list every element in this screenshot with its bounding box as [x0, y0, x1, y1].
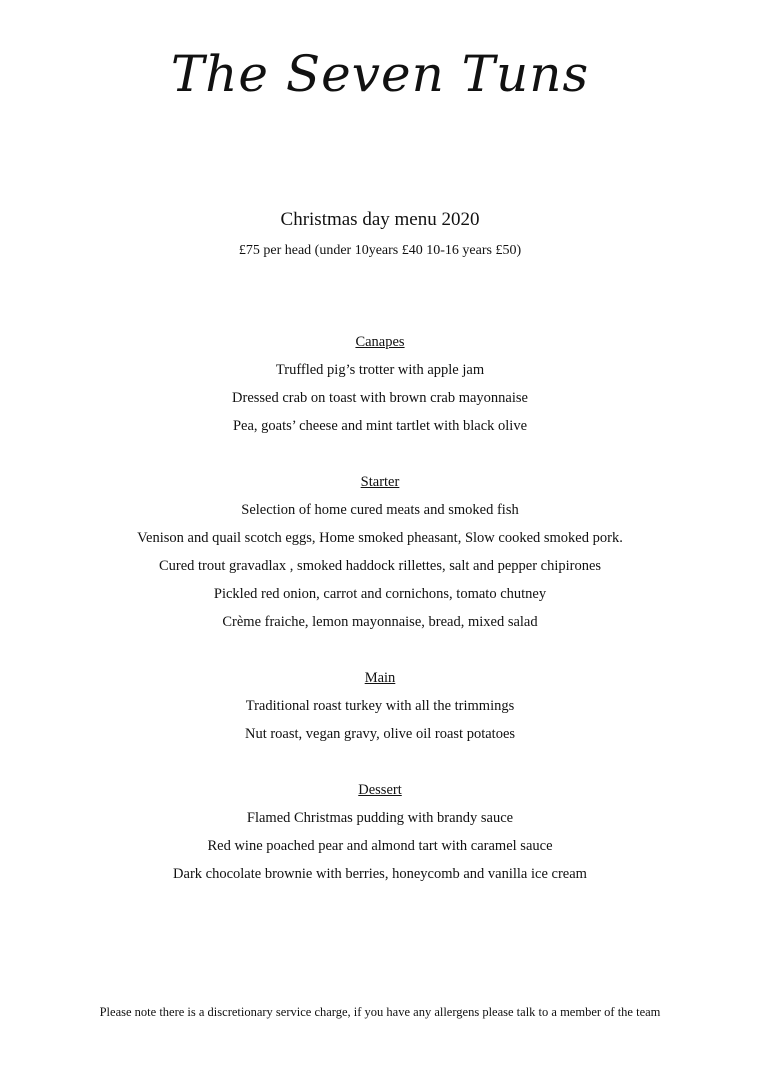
menu-item: Pickled red onion, carrot and cornichons, tomato chutney — [213, 586, 547, 602]
menu-item: Truffled pig’s trotter with apple jam — [275, 362, 485, 378]
menu-item: Pea, goats’ cheese and mint tartlet with black olive — [232, 418, 528, 434]
menu-title: Christmas day menu 2020 — [280, 209, 480, 230]
menu-item: Cured trout gravadlax , smoked haddock rillettes, salt and pepper chipirones — [158, 558, 602, 574]
menu-item: Flamed Christmas pudding with brandy sauce — [246, 810, 514, 826]
menu-item: Selection of home cured meats and smoked fish — [241, 502, 519, 518]
section-starter — [0, 468, 760, 636]
menu-price: £75 per head (under 10years £40 10-16 years £50) — [238, 243, 522, 258]
menu-item: Crème fraiche, lemon mayonnaise, bread, mixed salad — [222, 614, 538, 630]
section-heading: Canapes — [355, 334, 405, 350]
section-canapes — [0, 328, 760, 440]
restaurant-logo: The Seven Tuns — [170, 45, 590, 103]
menu-item: Nut roast, vegan gravy, olive oil roast potatoes — [244, 726, 516, 742]
menu-item: Dressed crab on toast with brown crab mayonnaise — [232, 390, 528, 406]
section-dessert — [0, 776, 760, 888]
section-main — [0, 664, 760, 748]
menu-item: Dark chocolate brownie with berries, honeycomb and vanilla ice cream — [173, 866, 587, 882]
section-heading: Main — [364, 670, 396, 686]
section-heading: Starter — [360, 474, 400, 490]
menu-item: Venison and quail scotch eggs, Home smoked pheasant, Slow cooked smoked pork. — [137, 530, 623, 546]
menu-item: Traditional roast turkey with all the trimmings — [245, 698, 515, 714]
footer-note: Please note there is a discretionary service charge, if you have any allergens please talk to a member of the team — [99, 1005, 661, 1019]
menu-item: Red wine poached pear and almond tart with caramel sauce — [207, 838, 553, 854]
section-heading: Dessert — [358, 782, 402, 798]
